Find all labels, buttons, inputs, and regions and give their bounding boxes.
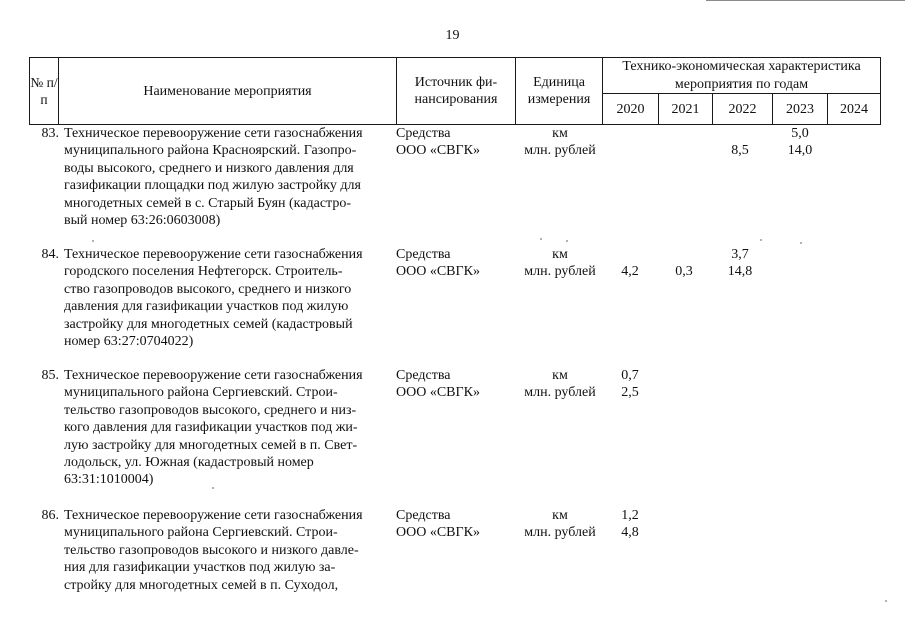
row-value-2022: 3,7 14,8: [727, 247, 753, 280]
row-value-2020: 1,2 4,8: [621, 508, 639, 541]
row-unit: км млн. рублей: [524, 247, 596, 280]
row-source: Средства ООО «СВГК»: [396, 126, 480, 159]
header-year-2023: 2023: [773, 94, 828, 125]
header-num: № п/п: [30, 58, 59, 125]
table-header: [29, 57, 881, 125]
row-name: Техническое перевооружение сети газоснабжения муниципального района Сергиевский. Строи- тельство газопроводов высокого, среднего и низ- кого давления для газификации участков под жи- лую застройку для многодетных семей в п. Свет- лодольск, ул. Южная (кадастровый номер 63:31:1010004): [64, 368, 363, 488]
row-value-2020: 0,7 2,5: [621, 368, 639, 401]
row-value-2024: [826, 367, 882, 402]
row-number: 84.: [41, 247, 59, 262]
page-number: 19: [445, 28, 460, 43]
row-source: Средства ООО «СВГК»: [396, 247, 480, 280]
scan-speck: [800, 242, 802, 244]
row-source: Средства ООО «СВГК»: [396, 508, 480, 541]
scan-speck: [92, 240, 94, 242]
top-edge-line: [706, 0, 905, 1]
row-name: Техническое перевооружение сети газоснабжения городского поселения Нефтегорск. Строитель- ство газопроводов высокого, среднего и низкого давления для газификации участков под жилую застройку для многодетных семей (кадастровый номер 63:27:0704022): [64, 247, 363, 349]
row-value-2021: [656, 507, 712, 542]
row-number: 83.: [41, 126, 59, 141]
row-value-2021: [656, 367, 712, 402]
row-value-2022: [712, 507, 768, 542]
row-unit: км млн. рублей: [524, 508, 596, 541]
scan-speck: [212, 487, 214, 489]
row-value-2023: [772, 367, 828, 402]
row-value-2022: 8,5: [731, 143, 749, 159]
row-name: Техническое перевооружение сети газоснабжения муниципального района Красноярский. Газопро- воды высокого, среднего и низкого давления для газификации площадки под жилую застройку для многодетных семей в с. Старый Буян (кадастро- вый номер 63:26:0603008): [64, 126, 363, 228]
row-unit: км млн. рублей: [524, 368, 596, 401]
scan-speck: [885, 600, 887, 602]
row-name: Техническое перевооружение сети газоснабжения муниципального района Сергиевский. Строи- тельство газопроводов высокого и низкого давле- ния для газификации участков под жилую за- стройку для многодетных семей в п. Суходол,: [64, 508, 363, 593]
row-value-2023: [772, 507, 828, 542]
scan-speck: [760, 239, 762, 241]
scan-speck: [566, 240, 568, 242]
row-source: Средства ООО «СВГК»: [396, 368, 480, 401]
header-year-2024: 2024: [828, 94, 881, 125]
row-value-2024: [826, 125, 882, 160]
header-source: Источник фи- нансирования: [397, 58, 516, 125]
header-characteristic: Технико-экономическая характеристика мероприятия по годам: [603, 58, 881, 94]
row-value-2022: [712, 367, 768, 402]
row-unit: км млн. рублей: [524, 126, 596, 159]
row-value-2024: [826, 507, 882, 542]
header-year-2020: 2020: [603, 94, 659, 125]
row-value-2020: [602, 125, 658, 160]
header-year-2022: 2022: [713, 94, 773, 125]
row-number: 86.: [41, 508, 59, 523]
row-number: 85.: [41, 368, 59, 383]
header-unit: Единица измерения: [516, 58, 603, 125]
row-value-2020: 4,2: [621, 264, 639, 280]
row-value-2021: 0,3: [675, 264, 693, 280]
scan-speck: [540, 238, 542, 240]
row-value-2023: 5,0 14,0: [787, 126, 813, 159]
header-name: Наименование мероприятия: [59, 58, 397, 125]
header-year-2021: 2021: [659, 94, 713, 125]
row-value-2023: [772, 246, 828, 281]
row-value-2021: [656, 125, 712, 160]
row-value-2024: [826, 246, 882, 281]
